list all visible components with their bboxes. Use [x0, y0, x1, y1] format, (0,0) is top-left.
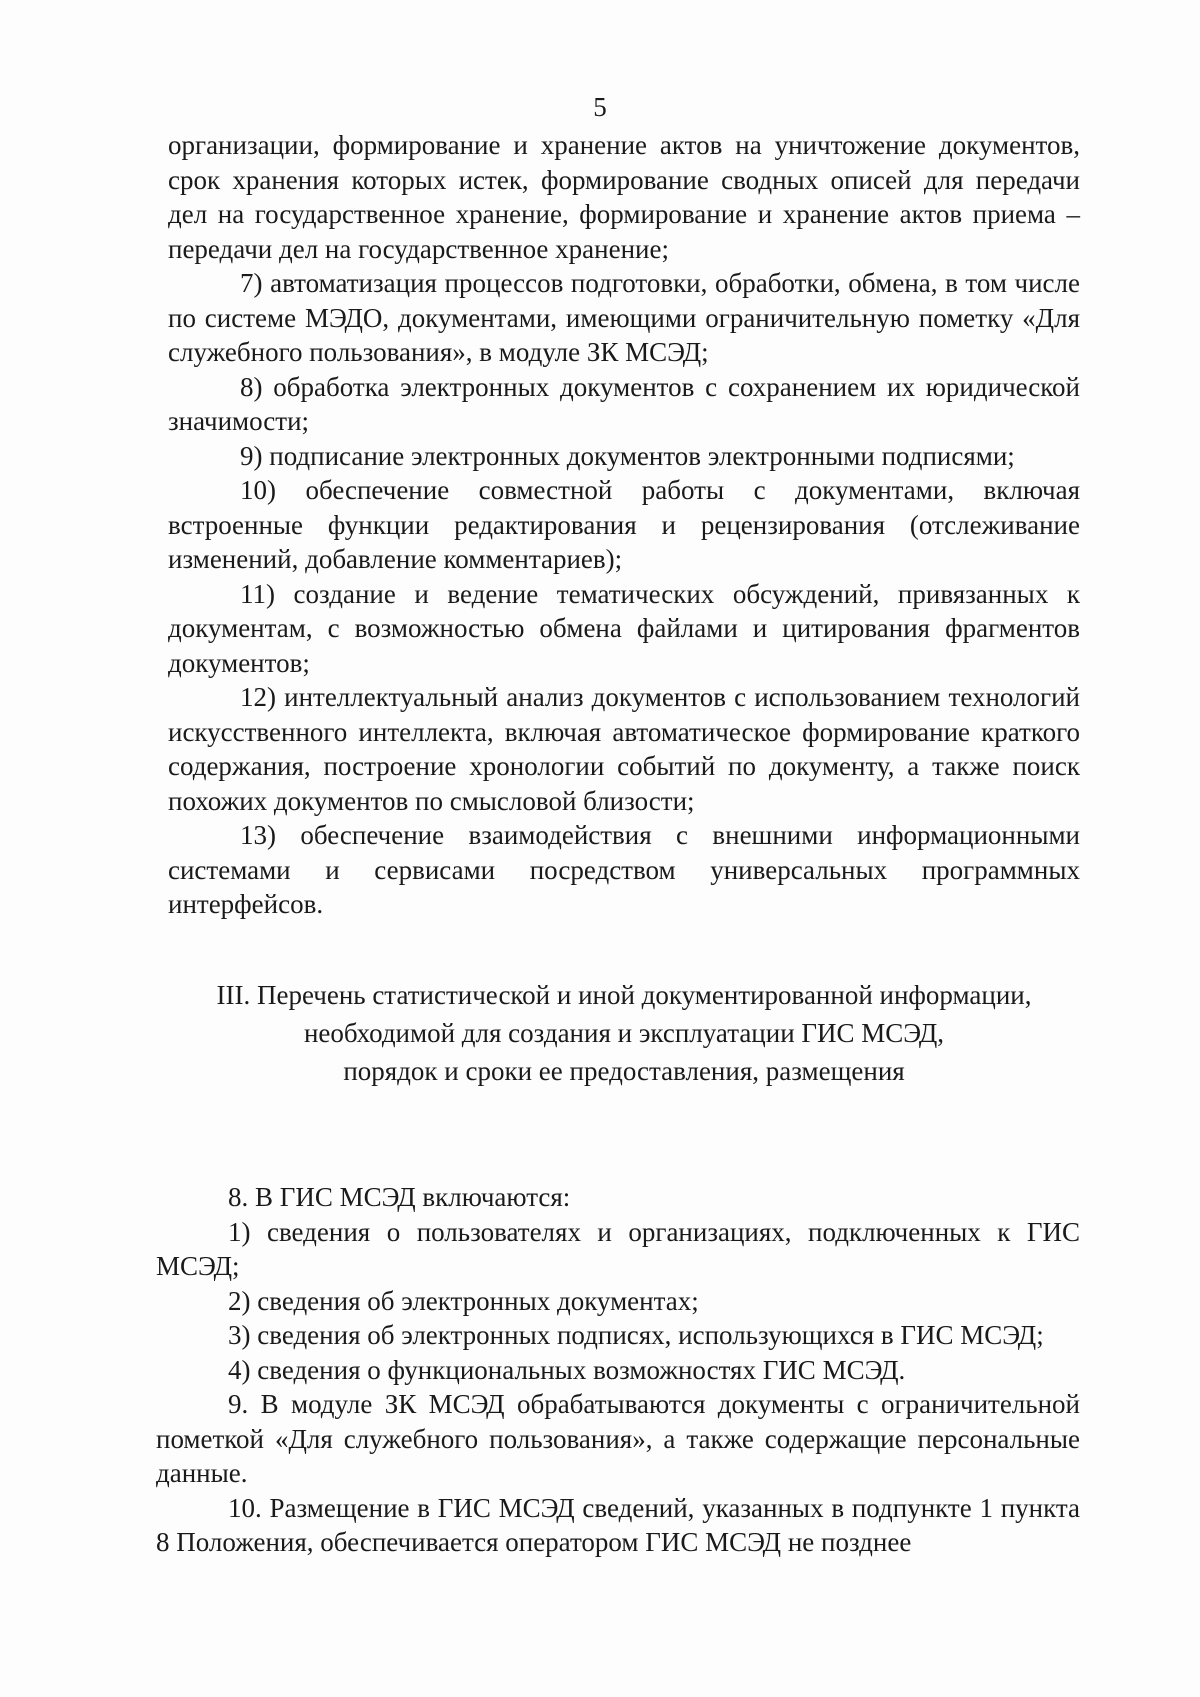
clause-8: 8. В ГИС МСЭД включаются: — [228, 1182, 571, 1212]
section-heading-line-1: III. Перечень статистической и иной документированной информации, — [216, 979, 1032, 1010]
list-item-12: 12) интеллектуальный анализ документов с использованием технологий искусственного интеллекта, включая автоматическое формирование краткого содержания, построение хронологии событий по документу, а также поиск похожих документов по смысловой близости; — [168, 682, 1080, 816]
document-body-top — [168, 128, 1080, 1140]
section-heading-line-3: порядок и сроки ее предоставления, размещения — [343, 1055, 905, 1086]
list-item-7: 7) автоматизация процессов подготовки, обработки, обмена, в том числе по системе МЭДО, документами, имеющими ограничительную пометку «Для служебного пользования», в модуле ЗК МСЭД; — [168, 268, 1080, 367]
list-item-9: 9) подписание электронных документов электронными подписями; — [240, 440, 1015, 471]
clause-8-item-4: 4) сведения о функциональных возможностях ГИС МСЭД. — [228, 1354, 906, 1385]
list-item-13: 13) обеспечение взаимодействия с внешними информационными системами и сервисами посредством универсальных программных интерфейсов. — [168, 820, 1080, 919]
clause-8-item-1: 1) сведения о пользователях и организациях, подключенных к ГИС МСЭД; — [156, 1216, 1080, 1281]
list-item-10: 10) обеспечение совместной работы с документами, включая встроенные функции редактирования и рецензирования (отслеживание изменений, добавление комментариев); — [168, 475, 1080, 574]
clause-9: 9. В модуле ЗК МСЭД обрабатываются документы с ограничительной пометкой «Для служебного пользования», а также содержащие персональные данные. — [156, 1389, 1080, 1488]
paragraph-continuation: организации, формирование и хранение актов на уничтожение документов, срок хранения которых истек, формирование сводных описей для передачи дел на государственное хранение, формирование и хранение актов приема – передачи дел на государственное хранение; — [168, 130, 1080, 264]
document-body-bottom — [156, 1180, 1080, 1560]
clause-10: 10. Размещение в ГИС МСЭД сведений, указанных в подпункте 1 пункта 8 Положения, обеспечивается оператором ГИС МСЭД не позднее — [156, 1492, 1080, 1557]
list-item-8: 8) обработка электронных документов с сохранением их юридической значимости; — [168, 371, 1080, 436]
list-item-11: 11) создание и ведение тематических обсуждений, привязанных к документам, с возможностью обмена файлами и цитирования фрагментов документов; — [168, 578, 1080, 678]
clause-8-item-3: 3) сведения об электронных подписях, использующихся в ГИС МСЭД; — [228, 1320, 1044, 1350]
clause-8-item-2: 2) сведения об электронных документах; — [228, 1285, 699, 1316]
page-number: 5 — [593, 92, 607, 122]
section-heading — [168, 976, 1080, 1090]
section-heading-line-2: необходимой для создания и эксплуатации ГИС МСЭД, — [303, 1017, 945, 1048]
